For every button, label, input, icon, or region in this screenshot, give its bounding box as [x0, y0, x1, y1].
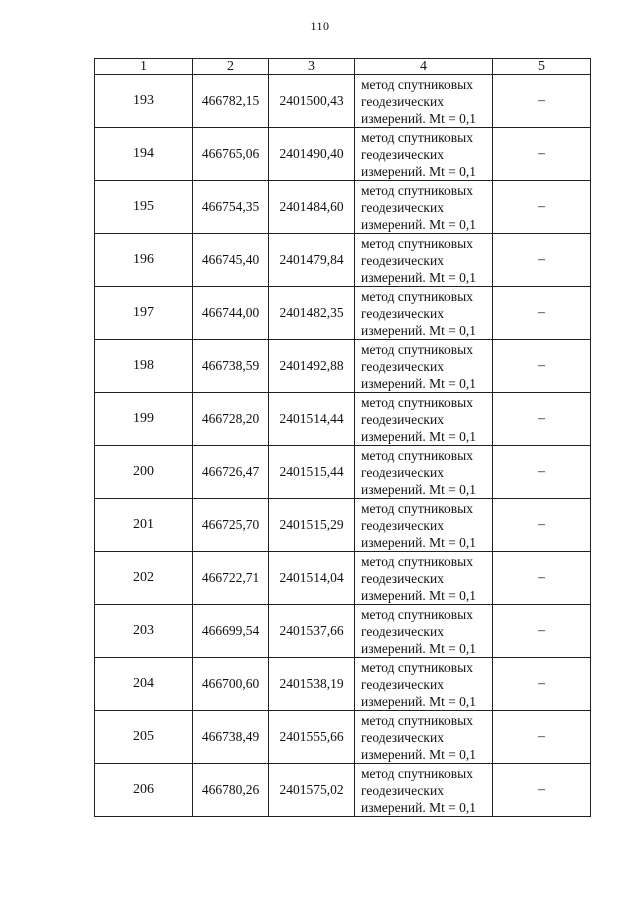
y-coordinate-cell: 2401500,43 — [269, 75, 355, 128]
x-coordinate-cell: 466728,20 — [193, 393, 269, 446]
table-row — [95, 128, 591, 181]
method-line: геодезических — [361, 464, 444, 480]
x-coordinate-cell: 466765,06 — [193, 128, 269, 181]
method-line: измерений. Mt = 0,1 — [361, 693, 477, 709]
y-coordinate-cell: 2401484,60 — [269, 181, 355, 234]
table-row — [95, 340, 591, 393]
method-line: метод спутниковых — [361, 394, 473, 410]
point-number-cell: 202 — [95, 552, 193, 605]
method-cell — [355, 340, 493, 393]
column-header-5: 5 — [493, 59, 591, 75]
note-cell: – — [493, 764, 591, 817]
method-line: геодезических — [361, 411, 444, 427]
y-coordinate-cell: 2401479,84 — [269, 234, 355, 287]
table-header — [95, 59, 591, 75]
method-cell — [355, 446, 493, 499]
note-cell: – — [493, 711, 591, 764]
method-line: метод спутниковых — [361, 235, 473, 251]
method-line: измерений. Mt = 0,1 — [361, 163, 477, 179]
y-coordinate-cell: 2401537,66 — [269, 605, 355, 658]
x-coordinate-cell: 466780,26 — [193, 764, 269, 817]
x-coordinate-cell: 466725,70 — [193, 499, 269, 552]
method-line: геодезических — [361, 729, 444, 745]
point-number-cell: 193 — [95, 75, 193, 128]
y-coordinate-cell: 2401555,66 — [269, 711, 355, 764]
method-line: геодезических — [361, 146, 444, 162]
y-coordinate-cell: 2401515,44 — [269, 446, 355, 499]
method-line: метод спутниковых — [361, 606, 473, 622]
method-line: геодезических — [361, 199, 444, 215]
method-cell — [355, 499, 493, 552]
note-cell: – — [493, 446, 591, 499]
column-header-2: 2 — [193, 59, 269, 75]
point-number-cell: 200 — [95, 446, 193, 499]
column-header-1: 1 — [95, 59, 193, 75]
method-cell — [355, 605, 493, 658]
table-row — [95, 499, 591, 552]
x-coordinate-cell: 466738,59 — [193, 340, 269, 393]
method-cell — [355, 75, 493, 128]
point-number-cell: 196 — [95, 234, 193, 287]
method-line: метод спутниковых — [361, 447, 473, 463]
note-cell: – — [493, 234, 591, 287]
method-line: метод спутниковых — [361, 712, 473, 728]
method-line: измерений. Mt = 0,1 — [361, 587, 477, 603]
method-line: измерений. Mt = 0,1 — [361, 481, 477, 497]
x-coordinate-cell: 466699,54 — [193, 605, 269, 658]
method-line: геодезических — [361, 93, 444, 109]
y-coordinate-cell: 2401575,02 — [269, 764, 355, 817]
method-line: геодезических — [361, 570, 444, 586]
x-coordinate-cell: 466722,71 — [193, 552, 269, 605]
table-body — [95, 75, 591, 817]
method-line: измерений. Mt = 0,1 — [361, 110, 477, 126]
table-row — [95, 552, 591, 605]
method-line: измерений. Mt = 0,1 — [361, 375, 477, 391]
table-row — [95, 234, 591, 287]
method-line: геодезических — [361, 623, 444, 639]
method-cell — [355, 764, 493, 817]
method-line: геодезических — [361, 358, 444, 374]
column-header-4: 4 — [355, 59, 493, 75]
table-row — [95, 181, 591, 234]
y-coordinate-cell: 2401538,19 — [269, 658, 355, 711]
table-row — [95, 764, 591, 817]
x-coordinate-cell: 466754,35 — [193, 181, 269, 234]
method-line: метод спутниковых — [361, 76, 473, 92]
note-cell: – — [493, 75, 591, 128]
table-row — [95, 75, 591, 128]
x-coordinate-cell: 466726,47 — [193, 446, 269, 499]
header-row — [95, 59, 591, 75]
table-row — [95, 446, 591, 499]
note-cell: – — [493, 499, 591, 552]
y-coordinate-cell: 2401515,29 — [269, 499, 355, 552]
x-coordinate-cell: 466782,15 — [193, 75, 269, 128]
method-line: метод спутниковых — [361, 500, 473, 516]
method-cell — [355, 181, 493, 234]
table-row — [95, 287, 591, 340]
note-cell: – — [493, 393, 591, 446]
x-coordinate-cell: 466738,49 — [193, 711, 269, 764]
method-line: геодезических — [361, 782, 444, 798]
point-number-cell: 206 — [95, 764, 193, 817]
y-coordinate-cell: 2401514,44 — [269, 393, 355, 446]
method-cell — [355, 552, 493, 605]
method-line: измерений. Mt = 0,1 — [361, 746, 477, 762]
point-number-cell: 203 — [95, 605, 193, 658]
note-cell: – — [493, 340, 591, 393]
x-coordinate-cell: 466700,60 — [193, 658, 269, 711]
table-row — [95, 393, 591, 446]
method-line: метод спутниковых — [361, 765, 473, 781]
note-cell: – — [493, 605, 591, 658]
method-line: измерений. Mt = 0,1 — [361, 534, 477, 550]
point-number-cell: 199 — [95, 393, 193, 446]
method-cell — [355, 234, 493, 287]
x-coordinate-cell: 466745,40 — [193, 234, 269, 287]
table-row — [95, 605, 591, 658]
note-cell: – — [493, 287, 591, 340]
method-line: геодезических — [361, 305, 444, 321]
point-number-cell: 204 — [95, 658, 193, 711]
method-cell — [355, 711, 493, 764]
note-cell: – — [493, 181, 591, 234]
y-coordinate-cell: 2401490,40 — [269, 128, 355, 181]
method-line: измерений. Mt = 0,1 — [361, 216, 477, 232]
column-header-3: 3 — [269, 59, 355, 75]
table-row — [95, 711, 591, 764]
point-number-cell: 194 — [95, 128, 193, 181]
method-line: метод спутниковых — [361, 182, 473, 198]
y-coordinate-cell: 2401482,35 — [269, 287, 355, 340]
method-line: метод спутниковых — [361, 341, 473, 357]
method-line: измерений. Mt = 0,1 — [361, 640, 477, 656]
method-line: геодезических — [361, 676, 444, 692]
point-number-cell: 201 — [95, 499, 193, 552]
page-number: 110 — [310, 19, 330, 33]
method-line: измерений. Mt = 0,1 — [361, 799, 477, 815]
method-line: метод спутниковых — [361, 553, 473, 569]
point-number-cell: 198 — [95, 340, 193, 393]
method-line: геодезических — [361, 517, 444, 533]
y-coordinate-cell: 2401514,04 — [269, 552, 355, 605]
method-cell — [355, 128, 493, 181]
method-line: геодезических — [361, 252, 444, 268]
coordinates-table — [94, 58, 591, 817]
method-line: измерений. Mt = 0,1 — [361, 269, 477, 285]
method-line: измерений. Mt = 0,1 — [361, 428, 477, 444]
method-line: метод спутниковых — [361, 288, 473, 304]
method-cell — [355, 287, 493, 340]
y-coordinate-cell: 2401492,88 — [269, 340, 355, 393]
point-number-cell: 197 — [95, 287, 193, 340]
note-cell: – — [493, 552, 591, 605]
table-row — [95, 658, 591, 711]
note-cell: – — [493, 658, 591, 711]
method-cell — [355, 393, 493, 446]
x-coordinate-cell: 466744,00 — [193, 287, 269, 340]
method-line: измерений. Mt = 0,1 — [361, 322, 477, 338]
note-cell: – — [493, 128, 591, 181]
method-cell — [355, 658, 493, 711]
point-number-cell: 205 — [95, 711, 193, 764]
point-number-cell: 195 — [95, 181, 193, 234]
method-line: метод спутниковых — [361, 129, 473, 145]
method-line: метод спутниковых — [361, 659, 473, 675]
